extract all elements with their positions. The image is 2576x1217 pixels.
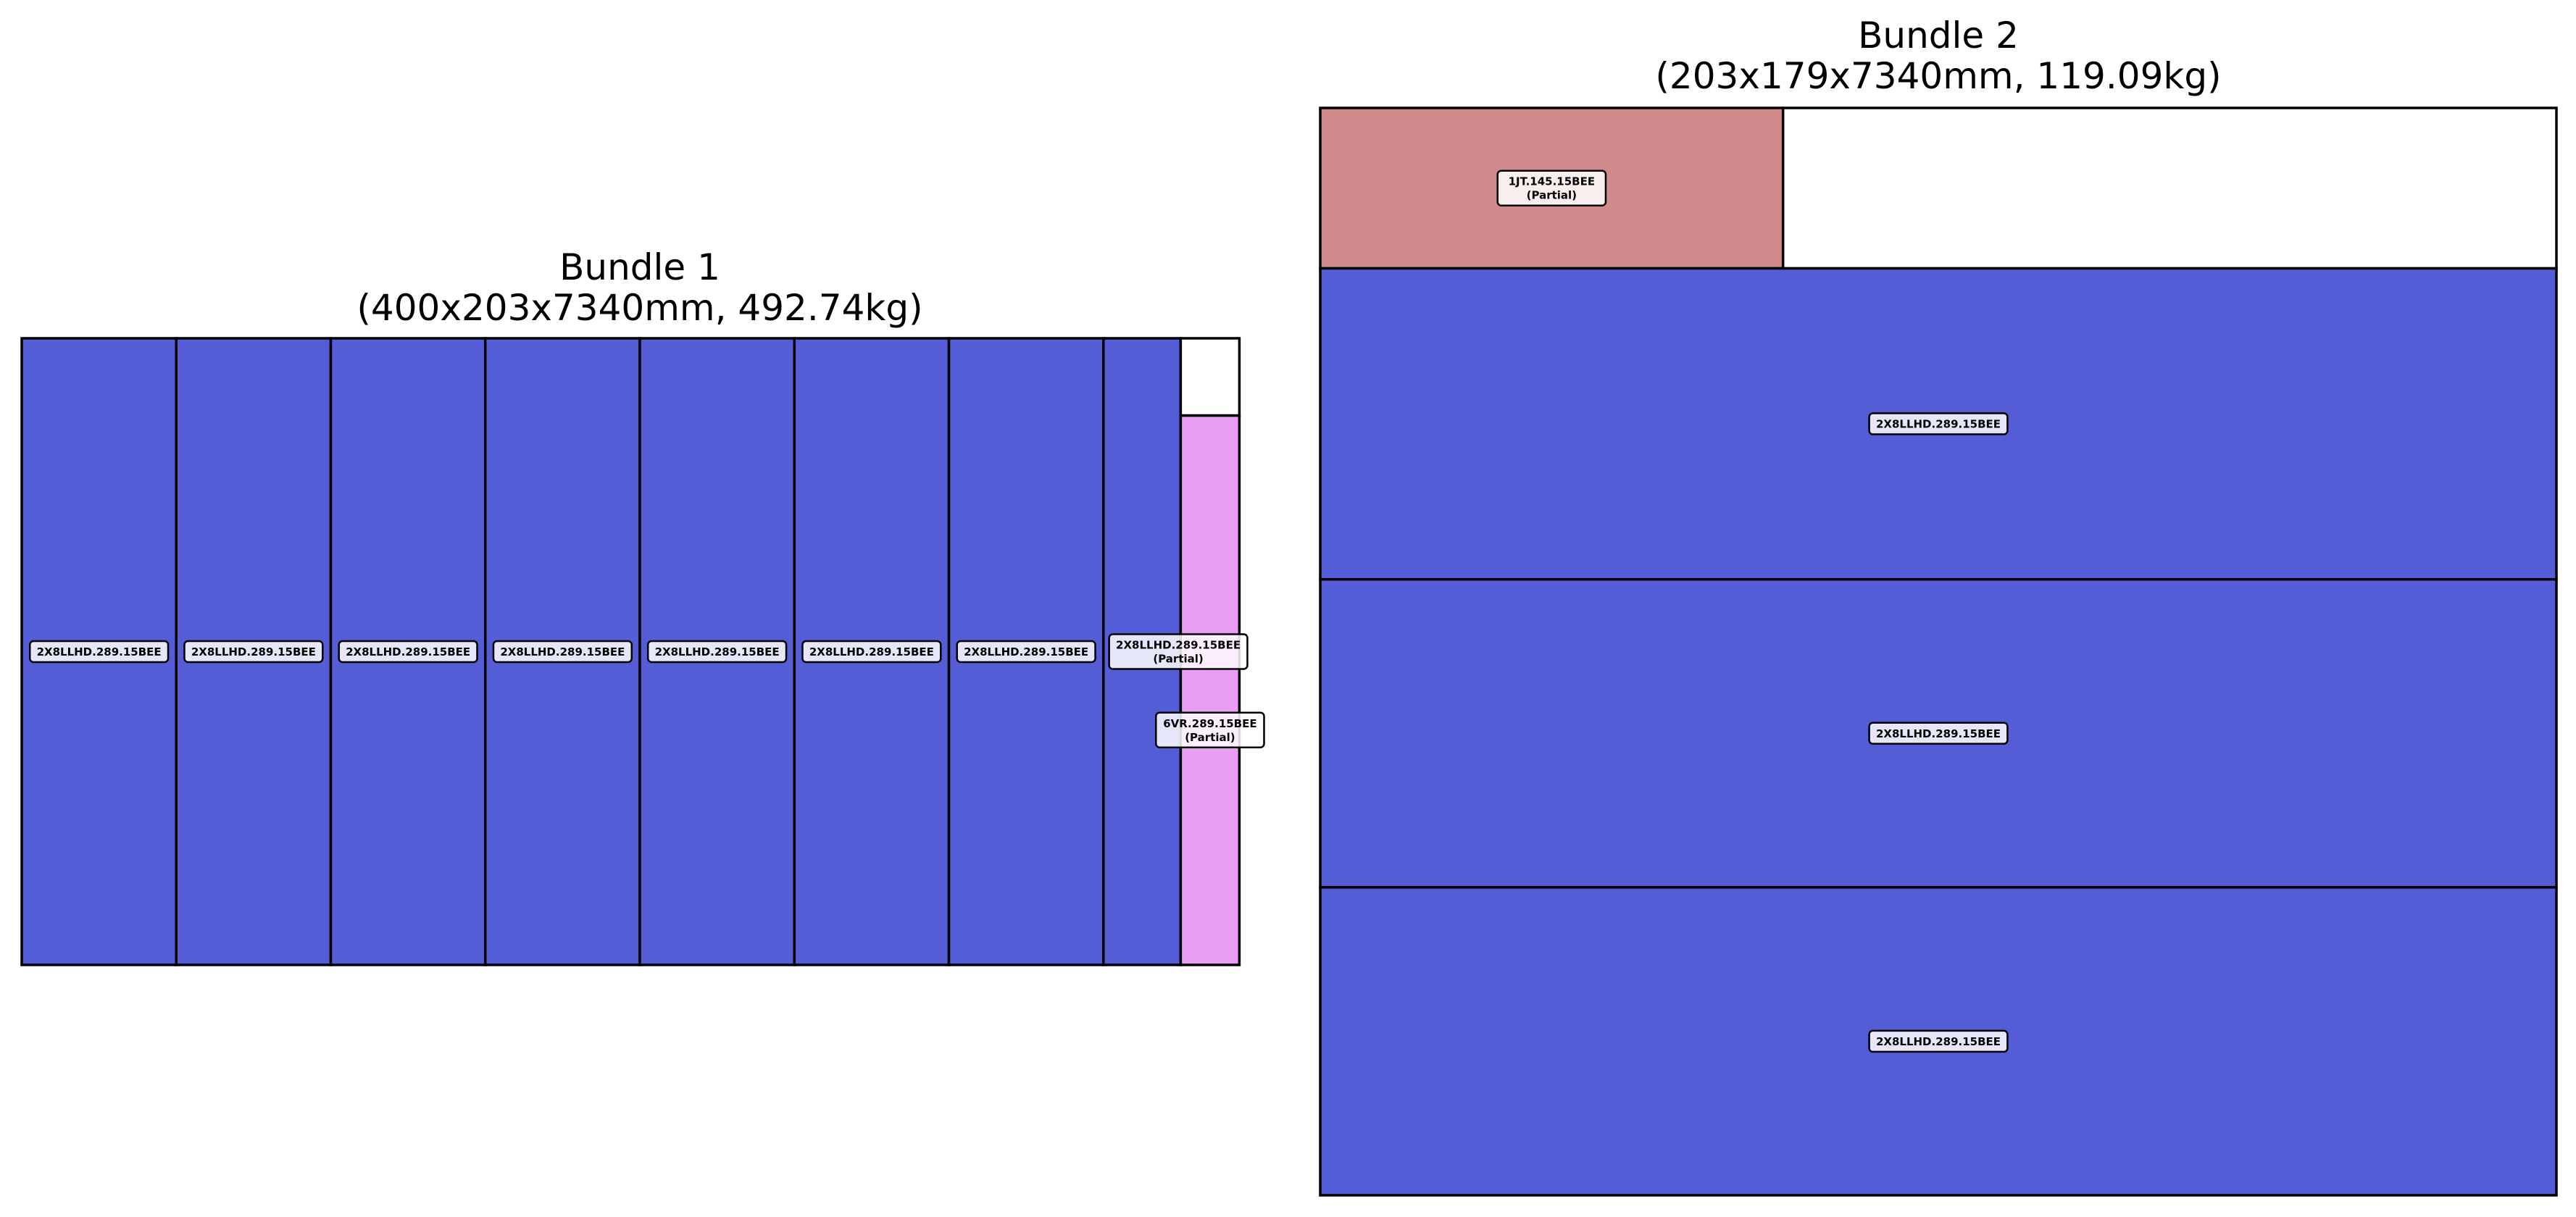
piece-label [493,641,632,662]
piece-label [1870,723,2008,744]
piece-label-text: 2X8LLHD.289.15BEE [346,645,471,658]
piece-label [339,641,478,662]
piece-label-partial: (Partial) [1526,188,1577,202]
piece-label [1109,635,1248,669]
piece-label [802,641,941,662]
bundle-1-subtitle: (400x203x7340mm, 492.74kg) [357,287,923,329]
piece-label [1870,414,2008,435]
piece-label-text: 2X8LLHD.289.15BEE [191,645,316,658]
piece-label [1498,171,1606,206]
piece-label-text: 2X8LLHD.289.15BEE [1116,638,1241,652]
piece-label-text: 6VR.289.15BEE [1163,716,1257,730]
piece-6vr-289-15bee [1180,416,1239,965]
piece-label-text: 2X8LLHD.289.15BEE [654,645,780,658]
bundle-2-subtitle: (203x179x7340mm, 119.09kg) [1655,55,2222,97]
piece-label-text: 2X8LLHD.289.15BEE [964,645,1089,658]
bundle-1 [22,246,1264,965]
piece-label [30,641,168,662]
empty-space [1180,338,1239,416]
piece-label-text: 2X8LLHD.289.15BEE [809,645,934,658]
piece-label-text: 2X8LLHD.289.15BEE [1875,417,2001,431]
piece-label [648,641,786,662]
bundle-2-title: Bundle 2 [1858,14,2019,57]
piece-label [184,641,322,662]
piece-label-text: 2X8LLHD.289.15BEE [36,645,162,658]
piece-label-partial: (Partial) [1153,652,1204,666]
piece-label [957,641,1096,662]
piece-label-text: 1JT.145.15BEE [1508,175,1596,188]
piece-label-partial: (Partial) [1185,730,1235,744]
empty-space [1783,108,2556,268]
piece-label [1156,713,1264,748]
piece-label-text: 2X8LLHD.289.15BEE [1875,727,2001,740]
piece-label-text: 2X8LLHD.289.15BEE [500,645,625,658]
piece-label-text: 2X8LLHD.289.15BEE [1875,1034,2001,1048]
bundle-1-title: Bundle 1 [559,246,720,288]
piece-label [1870,1031,2008,1052]
bundle-2 [1320,14,2556,1195]
